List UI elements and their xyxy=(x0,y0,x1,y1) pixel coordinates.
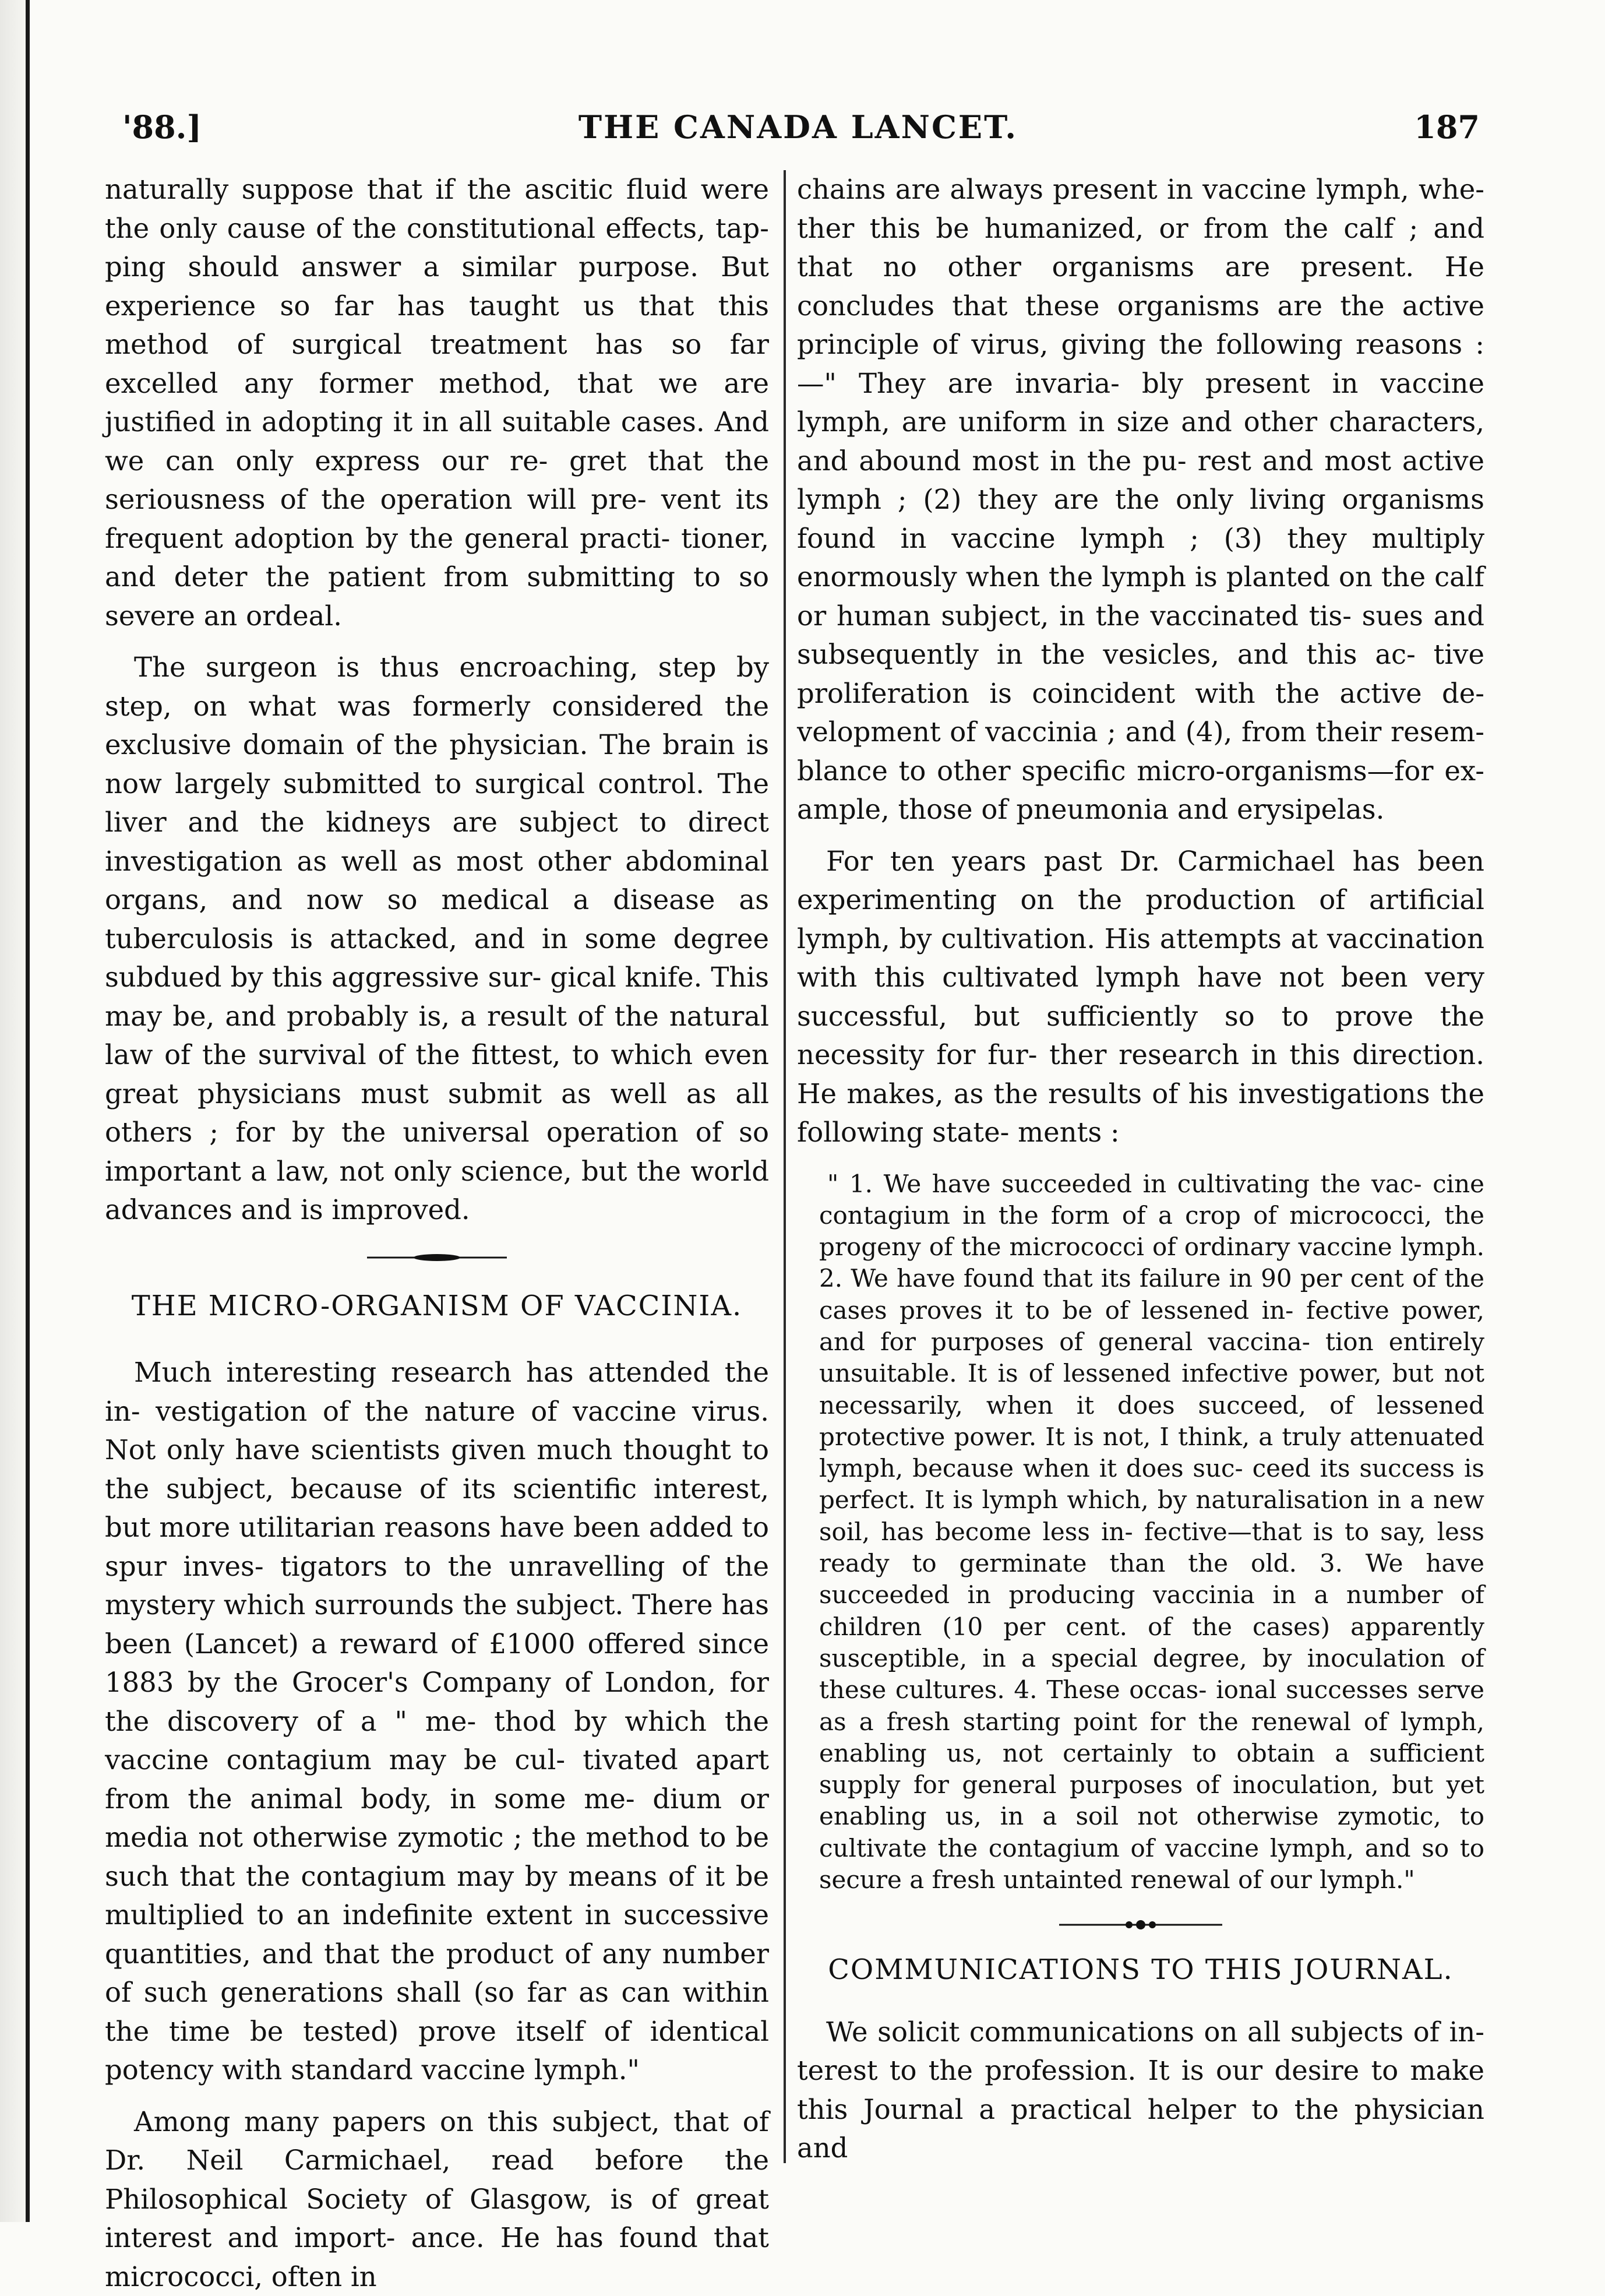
text-line: ional successes serve as a fresh starting point for xyxy=(819,1675,1484,1735)
page-number: 187 xyxy=(1414,108,1480,146)
text-line: Society of Glasgow, is of great interest and import- xyxy=(105,2184,769,2254)
text-line: velopment of vaccinia ; and (4), from their resem- xyxy=(797,716,1484,748)
paragraph xyxy=(797,170,1484,829)
text-line: cine contagium in the form of a crop of micrococci, xyxy=(819,1170,1484,1230)
paragraph xyxy=(105,1353,769,2090)
text-line: domain of the physician. The brain is now xyxy=(105,729,769,800)
text-line: per cent of the cases proves it to be of lessened in- xyxy=(819,1264,1484,1324)
text-line: subject, because of its scientific interest, but more xyxy=(105,1473,769,1544)
text-line: to which even great physicians must submit as well xyxy=(105,1039,769,1110)
text-line: but sufficiently so to prove the necessity for fur- xyxy=(797,1001,1484,1071)
text-line: surrounds the subject. There has been (Lancet) a xyxy=(105,1589,769,1660)
text-line: surgical treatment has so far excelled any former xyxy=(105,329,769,399)
text-line: ample, those of pneumonia and erysipelas. xyxy=(797,794,1384,825)
text-line: vaccinia in a number of children (10 per cent. of xyxy=(819,1580,1484,1640)
text-line: Neil Carmichael, read before the Philosophical xyxy=(105,2144,769,2215)
text-line: to obtain a sufficient supply for general purposes xyxy=(819,1739,1484,1799)
text-line: renewal of our lymph." xyxy=(1131,1865,1415,1894)
text-line: Company of London, for the discovery of a " me- xyxy=(105,1667,769,1737)
text-line: with standard vaccine lymph." xyxy=(222,2054,640,2086)
text-line: ments : xyxy=(1018,1117,1120,1148)
text-line: to be such that the contagium may by means of it xyxy=(105,1822,769,1892)
text-line: We solicit communications on all subjects of in- xyxy=(826,2016,1484,2048)
text-line: such generations shall (so far as can within the xyxy=(105,1977,769,2047)
page-edge xyxy=(0,0,27,2222)
text-line: of the natural law of the survival of the fittest, xyxy=(105,1001,769,1071)
section-heading-vaccinia: THE MICRO-ORGANISM OF VACCINIA. xyxy=(105,1287,769,1326)
text-line: The surgeon is thus encroaching, step by step, xyxy=(105,652,769,722)
text-line: be multiplied to an indefinite extent in successive xyxy=(105,1861,769,1931)
text-line: by inoculation of these cultures. 4. These occas- xyxy=(819,1644,1484,1704)
left-column xyxy=(105,170,769,2296)
text-line: the progeny of the micrococci of ordinary vaccine xyxy=(819,1201,1484,1261)
paragraph xyxy=(105,2103,769,2296)
text-line: ance. He has found that micrococci, often in xyxy=(105,2222,769,2293)
text-line: terest to the profession. It is our desire to make xyxy=(797,2055,1484,2086)
paragraph xyxy=(105,170,769,635)
text-line: method, that we are justified in adopting it in all xyxy=(105,368,769,438)
text-line: vaccine lymph, and so to secure a fresh untainted xyxy=(819,1834,1484,1894)
text-line: severe an ordeal. xyxy=(105,600,342,632)
text-line: rest and most active lymph ; (2) they are the only xyxy=(797,445,1484,516)
text-line: living organisms found in vaccine lymph ; (3) they xyxy=(797,484,1484,554)
text-line: vent its frequent adoption by the general practi- xyxy=(105,484,769,554)
text-line: truly attenuated lymph, because when it does suc- xyxy=(819,1422,1484,1482)
text-line: of lessened protective power. It is not, I think, a xyxy=(819,1391,1484,1451)
text-line: For ten years past Dr. Carmichael has been xyxy=(826,846,1484,877)
text-line: Among many papers on this subject, that of Dr. xyxy=(105,2106,769,2177)
text-line: naturalisation in a new soil, has become less in- xyxy=(819,1485,1484,1545)
text-line: thod by which the vaccine contagium may be cul- xyxy=(105,1706,769,1776)
text-line: power, but not necessarily, when it does succeed, xyxy=(819,1359,1484,1419)
text-line: as all others ; for by the universal operation of so xyxy=(105,1078,769,1149)
right-column xyxy=(797,170,1484,2168)
journal-title: THE CANADA LANCET. xyxy=(117,108,1480,146)
text-line: naturally suppose that if the ascitic fluid were the xyxy=(105,174,769,244)
text-line: so medical a disease as tuberculosis is attacked, xyxy=(105,884,769,955)
text-line: bly present in vaccine lymph, are uniform in size xyxy=(797,368,1484,438)
text-line: results of his investigations the following state- xyxy=(797,1078,1484,1149)
paragraph xyxy=(797,2013,1484,2168)
text-line: this Journal a practical helper to the physician and xyxy=(797,2094,1484,2164)
text-line: sues and subsequently in the vesicles, and this ac- xyxy=(797,600,1484,671)
text-line: otherwise zymotic, to cultivate the contagium of xyxy=(819,1802,1484,1862)
text-line: these organisms are the active principle of virus, xyxy=(797,290,1484,361)
text-line: fective power, and for purposes of general vaccina- xyxy=(819,1296,1484,1356)
text-line: only have scientists given much thought to the xyxy=(105,1434,769,1505)
text-line: tigators to the unravelling of the mystery which xyxy=(105,1551,769,1621)
text-line: blance to other specific micro-organisms—for ex- xyxy=(797,755,1484,787)
block-quote xyxy=(797,1168,1484,1896)
text-line: and other characters, and abound most in the pu- xyxy=(797,406,1484,477)
text-line: than the old. 3. We have succeeded in producing xyxy=(819,1549,1484,1609)
binding-edge-line xyxy=(26,0,30,2222)
text-line: tion entirely unsuitable. It is of lessened infective xyxy=(819,1327,1484,1388)
text-line: and in some degree subdued by this aggressive sur- xyxy=(105,923,769,994)
text-line: on what was formerly considered the exclusive xyxy=(105,691,769,761)
text-line: gical knife. This may be, and probably is, a result xyxy=(105,962,769,1032)
text-line: vestigation of the nature of vaccine virus. Not xyxy=(105,1396,769,1466)
text-line: multiply enormously when the lymph is planted xyxy=(797,523,1484,593)
text-line: tivated apart from the animal body, in some me- xyxy=(105,1744,769,1815)
text-line: experimenting on the production of artificial lymph, xyxy=(797,884,1484,955)
text-line: utilitarian reasons have been added to spur inves- xyxy=(105,1512,769,1582)
text-line: no other organisms are present. He concludes that xyxy=(797,251,1484,322)
text-line: gret that the seriousness of the operation will pre- xyxy=(105,445,769,516)
text-line: the cases) apparently susceptible, in a special degree, xyxy=(819,1612,1484,1672)
text-line: fective—that is to say, less ready to germinate xyxy=(819,1517,1484,1577)
text-line: largely submitted to surgical control. The liver xyxy=(105,768,769,839)
text-line: tioner, and deter the patient from submitting to so xyxy=(105,523,769,593)
text-line: experience so far has taught us that this method of xyxy=(105,290,769,361)
text-line: of inoculation, but yet enabling us, in a soil not xyxy=(819,1770,1484,1830)
text-line: quantities, and that the product of any number of xyxy=(105,1938,769,2009)
paragraph xyxy=(797,842,1484,1152)
section-ornament xyxy=(361,1246,513,1269)
text-line: this cultivated lymph have not been very successful, xyxy=(797,962,1484,1032)
section-heading-communications: COMMUNICATIONS TO THIS JOURNAL. xyxy=(797,1950,1484,1989)
text-line: chains are always present in vaccine lymph, whe- xyxy=(797,174,1484,205)
header-year: '88.] xyxy=(122,108,202,146)
text-line: ceed its success is perfect. It is lymph which, by xyxy=(819,1454,1484,1514)
text-line: " 1. We have succeeded in cultivating the vac- xyxy=(827,1170,1422,1198)
text-line: tive proliferation is coincident with the active de- xyxy=(797,639,1484,709)
text-line: ther research in this direction. He makes, as the xyxy=(797,1039,1484,1110)
column-divider xyxy=(784,170,786,2163)
text-line: ping should answer a similar purpose. But xyxy=(105,251,769,283)
text-line: only cause of the constitutional effects, tap- xyxy=(159,213,769,244)
text-line: important a law, not only science, but the world xyxy=(105,1156,769,1187)
text-line: by cultivation. His attempts at vaccination with xyxy=(797,923,1484,994)
running-header xyxy=(117,108,1480,161)
paragraph xyxy=(105,648,769,1230)
text-line: the renewal of lymph, enabling us, not certainly xyxy=(819,1707,1484,1767)
text-line: reward of £1000 offered since 1883 by the Grocer's xyxy=(105,1628,769,1699)
text-line: advances and is improved. xyxy=(105,1194,470,1226)
text-line: as well as most other abdominal organs, and now xyxy=(105,846,769,916)
text-line: ther this be humanized, or from the calf ; and that xyxy=(797,213,1484,283)
section-ornament xyxy=(1053,1913,1228,1936)
text-line: Much interesting research has attended the in- xyxy=(105,1357,769,1427)
text-line: giving the following reasons :—" They are invaria- xyxy=(797,329,1484,399)
text-line: and the kidneys are subject to direct investigation xyxy=(105,807,769,877)
text-line: lymph. 2. We have found that its failure in 90 xyxy=(819,1232,1484,1293)
text-line: dium or media not otherwise zymotic ; the method xyxy=(105,1783,769,1854)
text-line: on the calf or human subject, in the vaccinated tis- xyxy=(797,561,1484,632)
text-line: suitable cases. And we can only express our re- xyxy=(105,406,769,477)
text-line: time be tested) prove itself of identical potency xyxy=(105,2016,769,2086)
